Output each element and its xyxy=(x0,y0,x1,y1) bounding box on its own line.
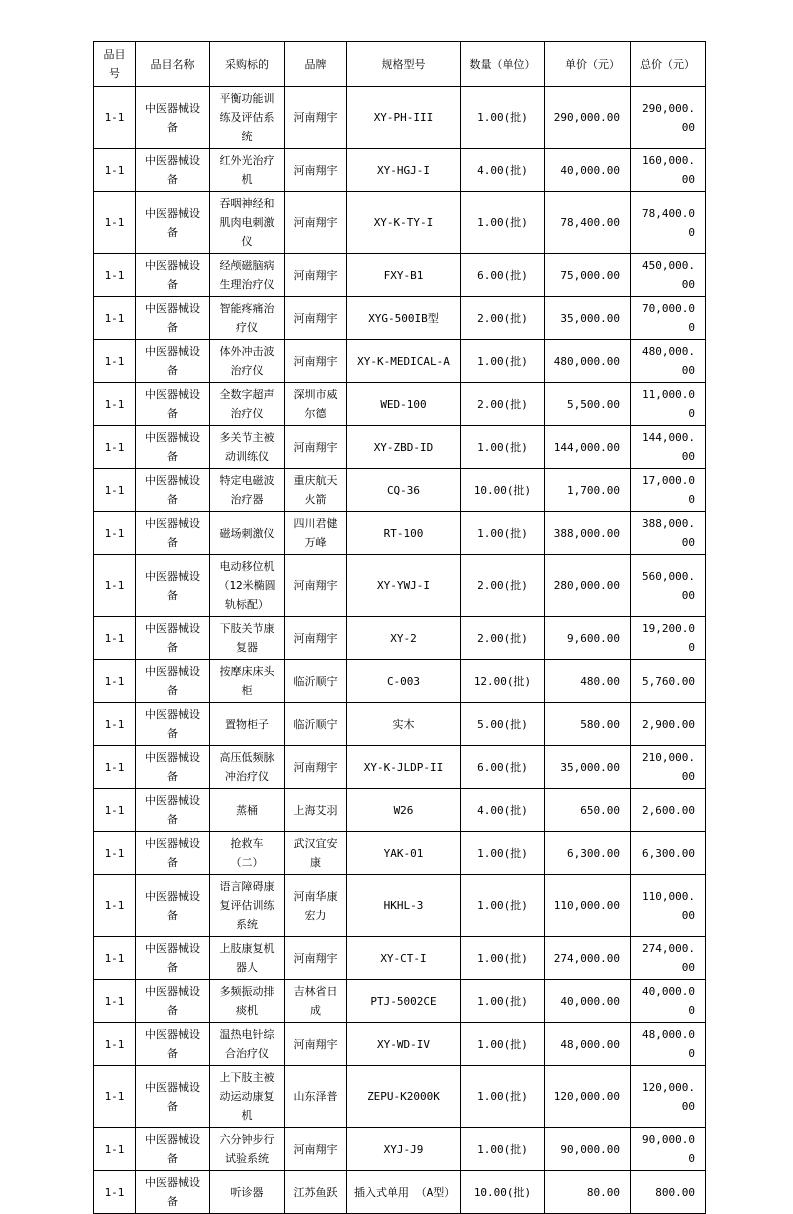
cell-model: XY-WD-IV xyxy=(347,1023,461,1066)
cell-item-no: 1-1 xyxy=(94,617,136,660)
cell-brand: 河南翔宇 xyxy=(285,1023,347,1066)
cell-item-no: 1-1 xyxy=(94,875,136,937)
cell-brand: 河南翔宇 xyxy=(285,746,347,789)
cell-item-name: 中医器械设备 xyxy=(136,87,210,149)
cell-item-name: 中医器械设备 xyxy=(136,875,210,937)
cell-model: CQ-36 xyxy=(347,469,461,512)
table-row xyxy=(94,789,706,832)
cell-model: ZEPU-K2000K xyxy=(347,1066,461,1128)
cell-brand: 临沂顺宁 xyxy=(285,660,347,703)
cell-target: 经颅磁脑病生理治疗仪 xyxy=(210,254,285,297)
cell-item-no: 1-1 xyxy=(94,87,136,149)
table-row xyxy=(94,1066,706,1128)
cell-qty: 4.00(批) xyxy=(461,789,545,832)
cell-unit-price: 48,000.00 xyxy=(545,1023,631,1066)
cell-total-price: 19,200.00 xyxy=(631,617,706,660)
cell-total-price: 388,000.00 xyxy=(631,512,706,555)
cell-model: W26 xyxy=(347,789,461,832)
table-row xyxy=(94,383,706,426)
cell-target: 按摩床床头柜 xyxy=(210,660,285,703)
cell-model: XY-K-TY-I xyxy=(347,192,461,254)
cell-qty: 1.00(批) xyxy=(461,1023,545,1066)
cell-item-name: 中医器械设备 xyxy=(136,297,210,340)
cell-brand: 重庆航天火箭 xyxy=(285,469,347,512)
table-row xyxy=(94,1128,706,1171)
cell-qty: 1.00(批) xyxy=(461,875,545,937)
cell-item-name: 中医器械设备 xyxy=(136,980,210,1023)
cell-target: 电动移位机（12米椭圆轨标配） xyxy=(210,555,285,617)
cell-item-name: 中医器械设备 xyxy=(136,832,210,875)
cell-brand: 河南翔宇 xyxy=(285,426,347,469)
cell-target: 多频振动排痰机 xyxy=(210,980,285,1023)
cell-model: XY-2 xyxy=(347,617,461,660)
header-brand: 品牌 xyxy=(285,42,347,87)
cell-qty: 1.00(批) xyxy=(461,832,545,875)
table-row xyxy=(94,340,706,383)
cell-unit-price: 78,400.00 xyxy=(545,192,631,254)
table-row xyxy=(94,703,706,746)
cell-brand: 河南翔宇 xyxy=(285,254,347,297)
cell-brand: 河南翔宇 xyxy=(285,937,347,980)
cell-unit-price: 5,500.00 xyxy=(545,383,631,426)
cell-item-name: 中医器械设备 xyxy=(136,746,210,789)
cell-brand: 河南翔宇 xyxy=(285,192,347,254)
table-header-row xyxy=(94,42,706,87)
cell-item-name: 中医器械设备 xyxy=(136,469,210,512)
cell-unit-price: 1,700.00 xyxy=(545,469,631,512)
cell-qty: 1.00(批) xyxy=(461,1066,545,1128)
cell-total-price: 800.00 xyxy=(631,1171,706,1214)
cell-brand: 河南华康宏力 xyxy=(285,875,347,937)
cell-unit-price: 480,000.00 xyxy=(545,340,631,383)
cell-item-name: 中医器械设备 xyxy=(136,937,210,980)
header-procurement-target: 采购标的 xyxy=(210,42,285,87)
cell-total-price: 480,000.00 xyxy=(631,340,706,383)
cell-qty: 1.00(批) xyxy=(461,192,545,254)
cell-item-no: 1-1 xyxy=(94,426,136,469)
cell-item-no: 1-1 xyxy=(94,937,136,980)
cell-model: HKHL-3 xyxy=(347,875,461,937)
cell-item-name: 中医器械设备 xyxy=(136,149,210,192)
cell-item-name: 中医器械设备 xyxy=(136,555,210,617)
cell-total-price: 2,900.00 xyxy=(631,703,706,746)
cell-target: 上下肢主被动运动康复机 xyxy=(210,1066,285,1128)
cell-unit-price: 35,000.00 xyxy=(545,746,631,789)
cell-total-price: 6,300.00 xyxy=(631,832,706,875)
header-quantity-unit: 数量（单位） xyxy=(461,42,545,87)
cell-target: 语言障碍康复评估训练系统 xyxy=(210,875,285,937)
cell-target: 高压低频脉冲治疗仪 xyxy=(210,746,285,789)
cell-unit-price: 650.00 xyxy=(545,789,631,832)
cell-qty: 2.00(批) xyxy=(461,617,545,660)
cell-brand: 武汉宜安康 xyxy=(285,832,347,875)
cell-item-no: 1-1 xyxy=(94,832,136,875)
cell-model: XY-PH-III xyxy=(347,87,461,149)
cell-unit-price: 480.00 xyxy=(545,660,631,703)
cell-target: 特定电磁波治疗器 xyxy=(210,469,285,512)
cell-target: 体外冲击波治疗仪 xyxy=(210,340,285,383)
cell-target: 六分钟步行试验系统 xyxy=(210,1128,285,1171)
cell-unit-price: 144,000.00 xyxy=(545,426,631,469)
cell-item-no: 1-1 xyxy=(94,192,136,254)
cell-brand: 河南翔宇 xyxy=(285,297,347,340)
cell-item-name: 中医器械设备 xyxy=(136,660,210,703)
table-row xyxy=(94,937,706,980)
cell-item-name: 中医器械设备 xyxy=(136,192,210,254)
cell-item-no: 1-1 xyxy=(94,297,136,340)
cell-model: XY-K-JLDP-II xyxy=(347,746,461,789)
cell-brand: 吉林省日成 xyxy=(285,980,347,1023)
cell-item-name: 中医器械设备 xyxy=(136,383,210,426)
cell-item-no: 1-1 xyxy=(94,1066,136,1128)
cell-qty: 1.00(批) xyxy=(461,937,545,980)
table-row xyxy=(94,297,706,340)
cell-total-price: 11,000.00 xyxy=(631,383,706,426)
cell-target: 抢救车（二） xyxy=(210,832,285,875)
cell-target: 智能疼痛治疗仪 xyxy=(210,297,285,340)
cell-target: 蒸桶 xyxy=(210,789,285,832)
cell-total-price: 120,000.00 xyxy=(631,1066,706,1128)
table-row xyxy=(94,555,706,617)
table-row xyxy=(94,617,706,660)
cell-total-price: 160,000.00 xyxy=(631,149,706,192)
cell-item-no: 1-1 xyxy=(94,340,136,383)
cell-model: XY-ZBD-ID xyxy=(347,426,461,469)
cell-brand: 江苏鱼跃 xyxy=(285,1171,347,1214)
cell-qty: 1.00(批) xyxy=(461,512,545,555)
cell-model: XY-YWJ-I xyxy=(347,555,461,617)
cell-total-price: 274,000.00 xyxy=(631,937,706,980)
table-row xyxy=(94,87,706,149)
cell-total-price: 40,000.00 xyxy=(631,980,706,1023)
cell-item-name: 中医器械设备 xyxy=(136,426,210,469)
cell-brand: 河南翔宇 xyxy=(285,149,347,192)
cell-unit-price: 580.00 xyxy=(545,703,631,746)
cell-item-no: 1-1 xyxy=(94,254,136,297)
header-item-number: 品目号 xyxy=(94,42,136,87)
cell-item-no: 1-1 xyxy=(94,512,136,555)
table-row xyxy=(94,875,706,937)
table-body xyxy=(94,87,706,1214)
cell-total-price: 450,000.00 xyxy=(631,254,706,297)
cell-qty: 2.00(批) xyxy=(461,383,545,426)
cell-target: 置物柜子 xyxy=(210,703,285,746)
table-row xyxy=(94,254,706,297)
cell-qty: 4.00(批) xyxy=(461,149,545,192)
cell-item-name: 中医器械设备 xyxy=(136,789,210,832)
cell-qty: 1.00(批) xyxy=(461,980,545,1023)
cell-target: 平衡功能训练及评估系统 xyxy=(210,87,285,149)
header-item-name: 品目名称 xyxy=(136,42,210,87)
cell-model: YAK-01 xyxy=(347,832,461,875)
table-row xyxy=(94,980,706,1023)
cell-item-name: 中医器械设备 xyxy=(136,617,210,660)
cell-item-name: 中医器械设备 xyxy=(136,254,210,297)
cell-model: PTJ-5002CE xyxy=(347,980,461,1023)
cell-item-name: 中医器械设备 xyxy=(136,1023,210,1066)
cell-total-price: 290,000.00 xyxy=(631,87,706,149)
cell-qty: 10.00(批) xyxy=(461,1171,545,1214)
cell-target: 磁场刺激仪 xyxy=(210,512,285,555)
cell-item-no: 1-1 xyxy=(94,746,136,789)
cell-target: 听诊器 xyxy=(210,1171,285,1214)
cell-qty: 10.00(批) xyxy=(461,469,545,512)
cell-item-name: 中医器械设备 xyxy=(136,703,210,746)
cell-total-price: 17,000.00 xyxy=(631,469,706,512)
cell-item-no: 1-1 xyxy=(94,703,136,746)
cell-unit-price: 290,000.00 xyxy=(545,87,631,149)
table-row xyxy=(94,426,706,469)
cell-unit-price: 388,000.00 xyxy=(545,512,631,555)
cell-unit-price: 35,000.00 xyxy=(545,297,631,340)
cell-brand: 四川君健万峰 xyxy=(285,512,347,555)
cell-unit-price: 80.00 xyxy=(545,1171,631,1214)
cell-total-price: 110,000.00 xyxy=(631,875,706,937)
cell-total-price: 70,000.00 xyxy=(631,297,706,340)
cell-item-no: 1-1 xyxy=(94,660,136,703)
cell-total-price: 210,000.00 xyxy=(631,746,706,789)
cell-qty: 6.00(批) xyxy=(461,254,545,297)
cell-item-no: 1-1 xyxy=(94,383,136,426)
cell-unit-price: 40,000.00 xyxy=(545,980,631,1023)
cell-unit-price: 274,000.00 xyxy=(545,937,631,980)
table-row xyxy=(94,832,706,875)
cell-item-no: 1-1 xyxy=(94,789,136,832)
cell-unit-price: 110,000.00 xyxy=(545,875,631,937)
cell-qty: 1.00(批) xyxy=(461,426,545,469)
cell-total-price: 144,000.00 xyxy=(631,426,706,469)
cell-unit-price: 90,000.00 xyxy=(545,1128,631,1171)
cell-item-name: 中医器械设备 xyxy=(136,512,210,555)
cell-qty: 1.00(批) xyxy=(461,1128,545,1171)
cell-item-no: 1-1 xyxy=(94,1023,136,1066)
cell-qty: 2.00(批) xyxy=(461,297,545,340)
cell-brand: 上海艾羽 xyxy=(285,789,347,832)
cell-target: 多关节主被动训练仪 xyxy=(210,426,285,469)
cell-total-price: 90,000.00 xyxy=(631,1128,706,1171)
table-row xyxy=(94,1171,706,1214)
cell-brand: 河南翔宇 xyxy=(285,555,347,617)
cell-target: 下肢关节康复器 xyxy=(210,617,285,660)
cell-total-price: 5,760.00 xyxy=(631,660,706,703)
table-row xyxy=(94,192,706,254)
cell-target: 红外光治疗机 xyxy=(210,149,285,192)
cell-model: XY-K-MEDICAL-A xyxy=(347,340,461,383)
table-row xyxy=(94,469,706,512)
cell-item-no: 1-1 xyxy=(94,555,136,617)
cell-item-no: 1-1 xyxy=(94,1128,136,1171)
cell-model: XY-HGJ-I xyxy=(347,149,461,192)
cell-item-no: 1-1 xyxy=(94,149,136,192)
table-row xyxy=(94,512,706,555)
cell-model: WED-100 xyxy=(347,383,461,426)
cell-unit-price: 120,000.00 xyxy=(545,1066,631,1128)
cell-item-name: 中医器械设备 xyxy=(136,1128,210,1171)
cell-brand: 深圳市威尔德 xyxy=(285,383,347,426)
cell-item-no: 1-1 xyxy=(94,469,136,512)
header-unit-price: 单价（元） xyxy=(545,42,631,87)
cell-target: 全数字超声治疗仪 xyxy=(210,383,285,426)
cell-target: 上肢康复机器人 xyxy=(210,937,285,980)
cell-unit-price: 40,000.00 xyxy=(545,149,631,192)
cell-unit-price: 6,300.00 xyxy=(545,832,631,875)
cell-item-name: 中医器械设备 xyxy=(136,1171,210,1214)
cell-qty: 2.00(批) xyxy=(461,555,545,617)
cell-total-price: 2,600.00 xyxy=(631,789,706,832)
cell-item-no: 1-1 xyxy=(94,980,136,1023)
cell-model: FXY-B1 xyxy=(347,254,461,297)
table-row xyxy=(94,746,706,789)
cell-model: RT-100 xyxy=(347,512,461,555)
cell-brand: 河南翔宇 xyxy=(285,340,347,383)
cell-unit-price: 9,600.00 xyxy=(545,617,631,660)
cell-qty: 1.00(批) xyxy=(461,87,545,149)
table-row xyxy=(94,660,706,703)
table-row xyxy=(94,149,706,192)
cell-brand: 河南翔宇 xyxy=(285,617,347,660)
cell-model: 插入式单用 （A型） xyxy=(347,1171,461,1214)
cell-item-name: 中医器械设备 xyxy=(136,340,210,383)
cell-model: C-003 xyxy=(347,660,461,703)
cell-qty: 6.00(批) xyxy=(461,746,545,789)
cell-target: 温热电针综合治疗仪 xyxy=(210,1023,285,1066)
cell-model: XYG-500IB型 xyxy=(347,297,461,340)
cell-brand: 临沂顺宁 xyxy=(285,703,347,746)
header-spec-model: 规格型号 xyxy=(347,42,461,87)
header-total-price: 总价（元） xyxy=(631,42,706,87)
cell-total-price: 560,000.00 xyxy=(631,555,706,617)
cell-qty: 5.00(批) xyxy=(461,703,545,746)
cell-item-name: 中医器械设备 xyxy=(136,1066,210,1128)
cell-total-price: 78,400.00 xyxy=(631,192,706,254)
cell-model: XY-CT-I xyxy=(347,937,461,980)
cell-qty: 12.00(批) xyxy=(461,660,545,703)
cell-model: XYJ-J9 xyxy=(347,1128,461,1171)
cell-target: 吞咽神经和肌肉电刺激仪 xyxy=(210,192,285,254)
cell-unit-price: 280,000.00 xyxy=(545,555,631,617)
table-row xyxy=(94,1023,706,1066)
cell-brand: 河南翔宇 xyxy=(285,1128,347,1171)
cell-qty: 1.00(批) xyxy=(461,340,545,383)
cell-unit-price: 75,000.00 xyxy=(545,254,631,297)
procurement-items-table xyxy=(93,41,706,1214)
cell-total-price: 48,000.00 xyxy=(631,1023,706,1066)
cell-model: 实木 xyxy=(347,703,461,746)
cell-item-no: 1-1 xyxy=(94,1171,136,1214)
cell-brand: 河南翔宇 xyxy=(285,87,347,149)
cell-brand: 山东泽普 xyxy=(285,1066,347,1128)
